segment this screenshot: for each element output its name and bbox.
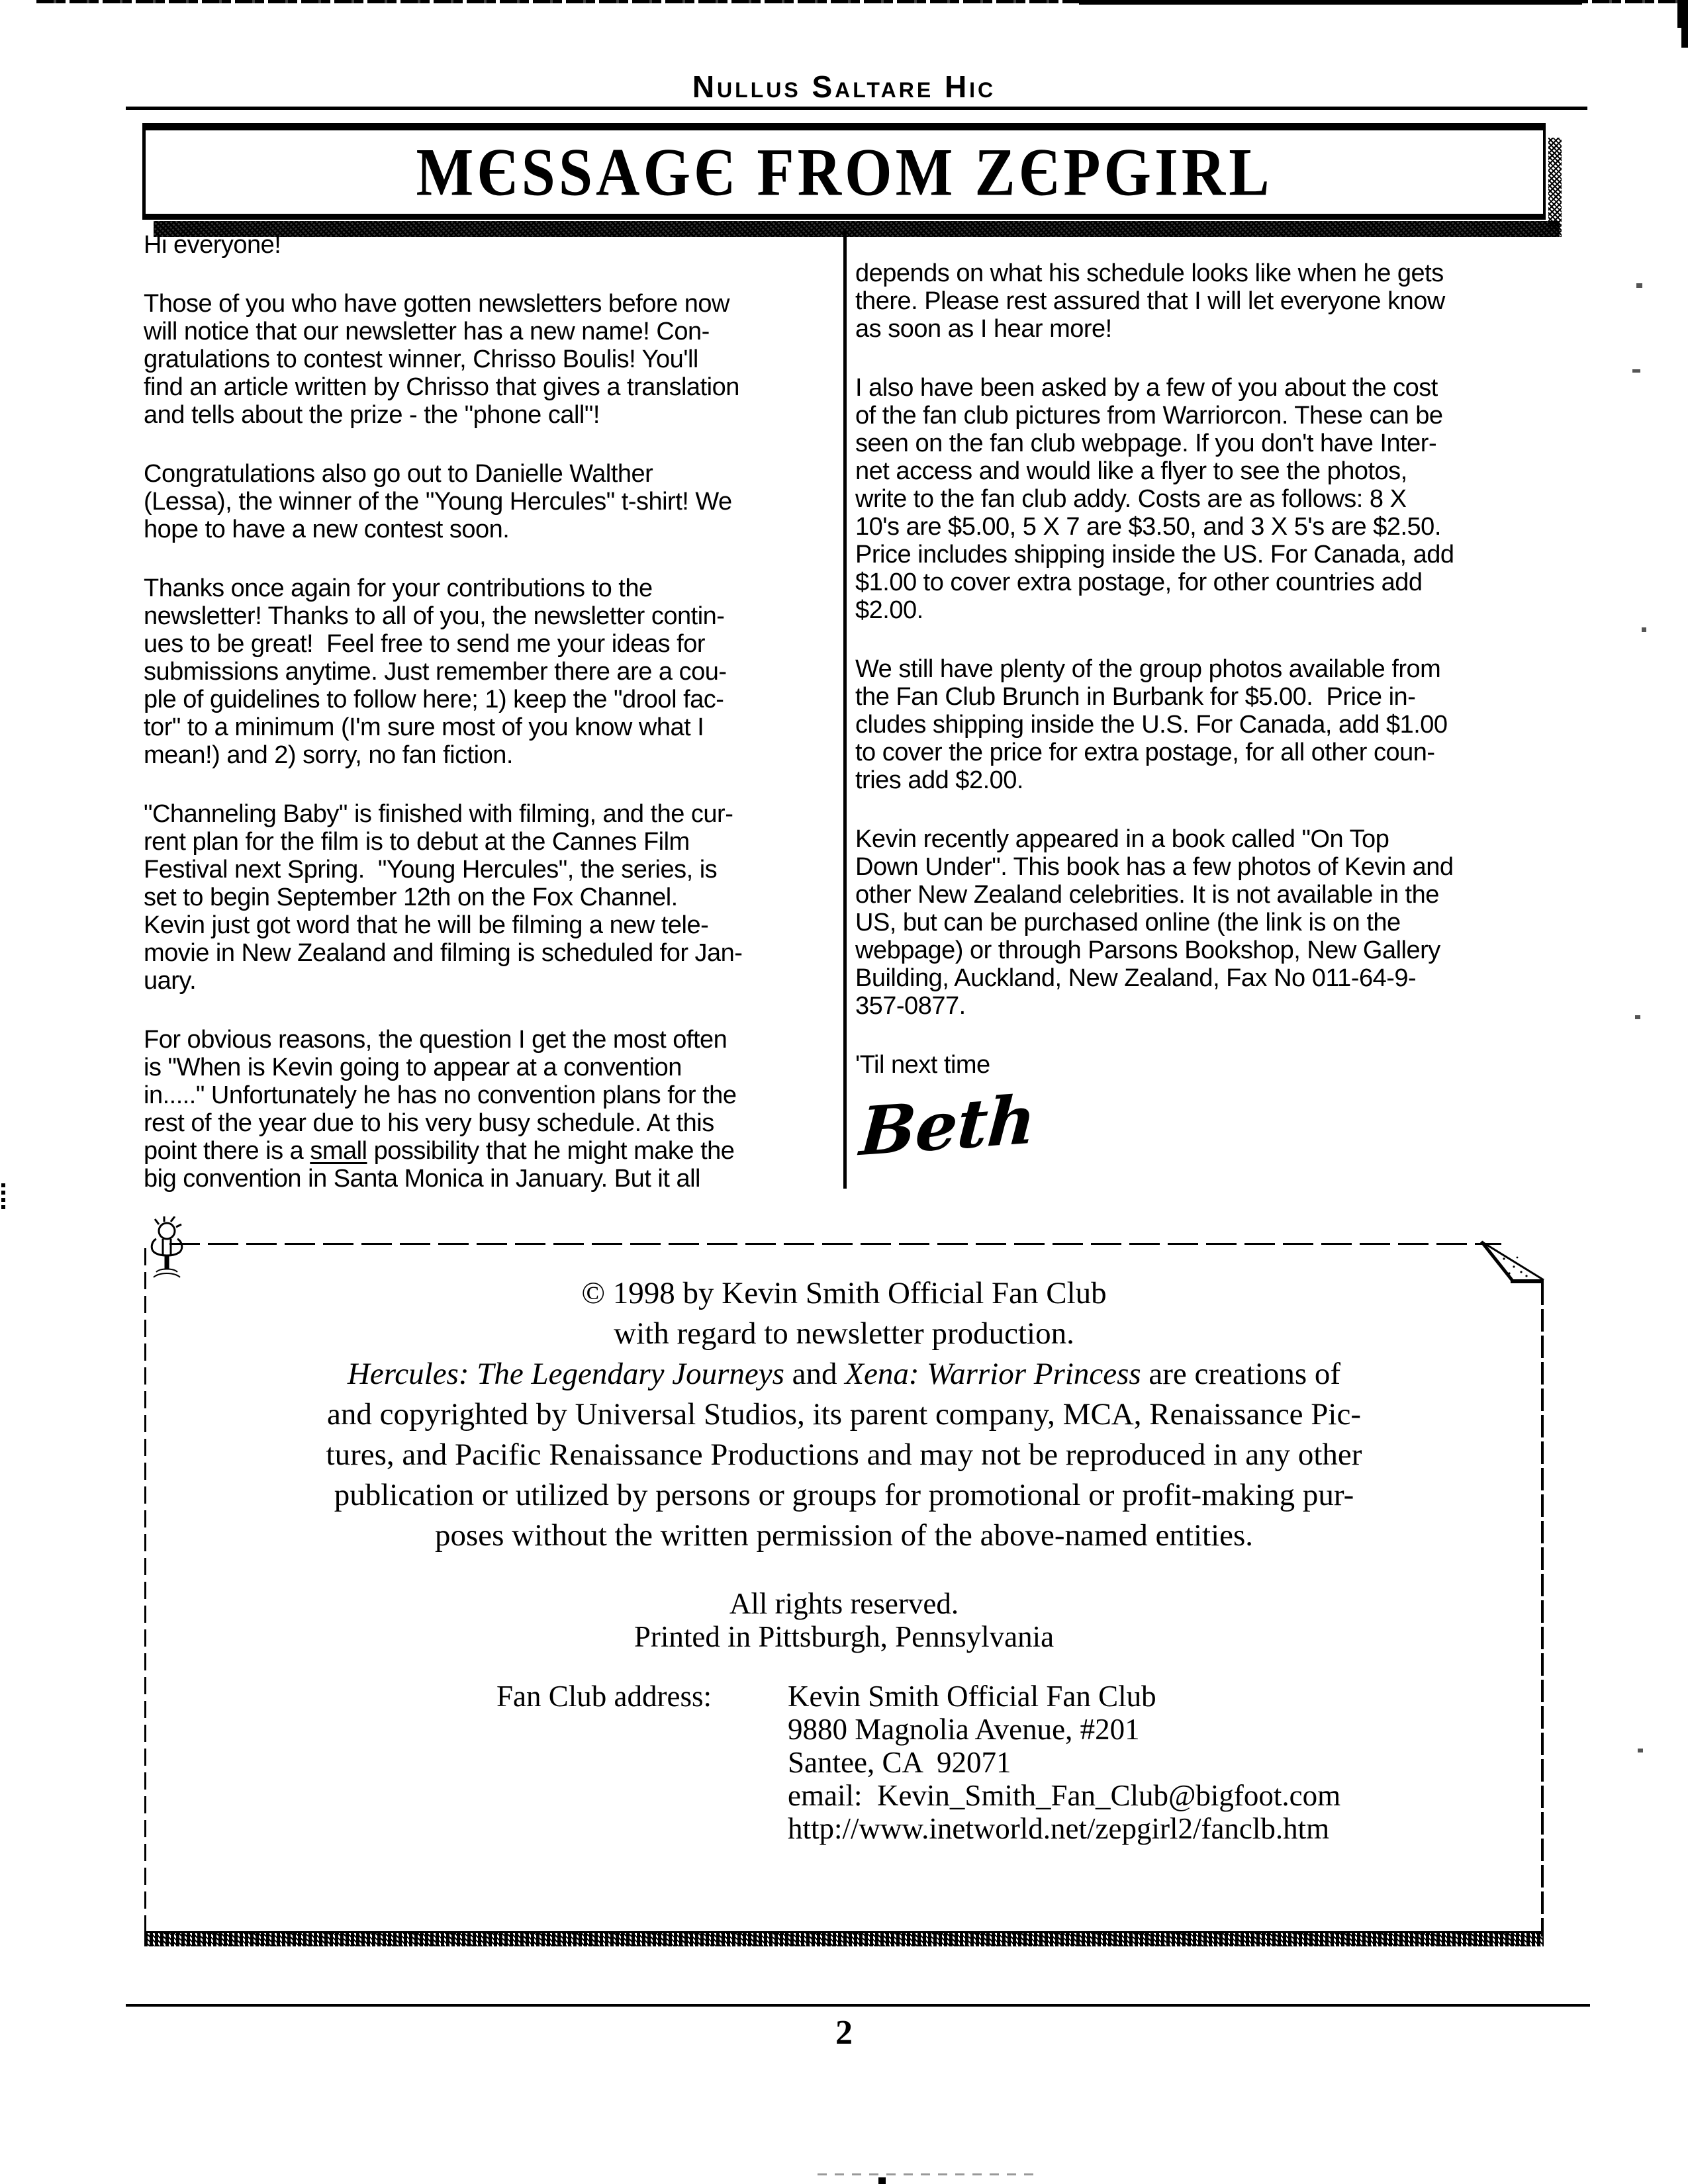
page-number: 2	[835, 2014, 853, 2052]
scan-corner-artifact	[1681, 28, 1688, 48]
paragraph: Congratulations also go out to Danielle Walther (Lessa), the winner of the "Young Hercules" t-shirt! We hope to have a new contest soon.	[144, 460, 732, 543]
scan-margin-artifact	[1, 1183, 5, 1210]
paragraph: depends on what his schedule looks like when he gets there. Please rest assured that I will let everyone know as soon as I hear more!	[855, 259, 1445, 343]
paragraph: 'Til next time	[855, 1051, 990, 1079]
paragraph: Those of you who have gotten newsletters before now will notice that our newsletter has a new name! Con- gratulations to contest winner, Chrisso Boulis! You'll find an article written by Chrisso that gives a translation and tells about the prize - the "phone call"!	[144, 290, 739, 429]
copyright-text	[144, 1273, 1544, 1556]
header-box	[142, 123, 1546, 220]
page-title: MЄSSAGЄ FROM ZЄPGIRL	[416, 134, 1273, 210]
paragraph: publication or utilized by persons or groups for promotional or profit-making pur-	[334, 1478, 1354, 1512]
paragraph: I also have been asked by a few of you about the cost of the fan club pictures from Warriorcon. These can be seen on the fan club webpage. If you don't have Inter- net access and would like a flyer to see the photos, write to the fan club addy. Costs are as follows: 8 X 10's are $5.00, 5 X 7 are $3.50, and 3 X 5's are $2.50. Price includes shipping inside the US. For Canada, add $1.00 to cover extra postage, for other countries add $2.00.	[855, 374, 1454, 624]
paragraph: All rights reserved.	[729, 1587, 959, 1620]
paragraph: We still have plenty of the group photos available from the Fan Club Brunch in Burbank for $5.00. Price in- cludes shipping inside the U.S. For Canada, add $1.00 to cover the price for extra postage, for all other coun- tries add $2.00.	[855, 655, 1448, 794]
copyright-box-top-border	[169, 1243, 1501, 1245]
column-divider	[843, 230, 847, 1189]
paragraph: tures, and Pacific Renaissance Productions and may not be reproduced in any other	[326, 1437, 1362, 1472]
column-left	[144, 231, 836, 1224]
paragraph: http://www.inetworld.net/zepgirl2/fanclb.htm	[788, 1812, 1330, 1845]
paragraph: email: Kevin_Smith_Fan_Club@bigfoot.com	[788, 1779, 1341, 1812]
fan-club-address	[496, 1680, 1340, 1845]
scan-speck	[1635, 1015, 1640, 1019]
address-label: Fan Club address:	[496, 1680, 712, 1713]
scan-speck	[818, 2173, 1036, 2175]
paragraph: Kevin Smith Official Fan Club	[788, 1680, 1156, 1713]
paragraph: Hi everyone!	[144, 231, 281, 259]
scan-corner-artifact	[1677, 0, 1688, 28]
paragraph: Thanks once again for your contributions to the newsletter! Thanks to all of you, the newsletter contin- ues to be great! Feel free to send me your ideas for submissions anytime. Just remember there are a cou- ple of guidelines to follow here; 1) keep the "drool fac- tor" to a minimum (I'm sure most of you know what I mean!) and 2) sorry, no fan fiction.	[144, 574, 727, 769]
scan-speck	[878, 2177, 886, 2184]
scan-speck	[1632, 369, 1640, 373]
paragraph: Printed in Pittsburgh, Pennsylvania	[633, 1620, 1055, 1653]
masthead-rule	[126, 107, 1587, 110]
address-lines	[788, 1680, 1340, 1845]
header-box-shadow-right	[1548, 138, 1562, 237]
paragraph: and copyrighted by Universal Studios, its parent company, MCA, Renaissance Pic-	[326, 1397, 1361, 1432]
scan-speck	[1638, 1749, 1643, 1752]
paragraph: Santee, CA 92071	[788, 1746, 1011, 1779]
footer-rule	[126, 2004, 1590, 2007]
paragraph: Kevin recently appeared in a book called "On Top Down Under". This book has a few photos of Kevin and other New Zealand celebrities. It is not available in the US, but can be purchased online (the link is on the webpage) or through Parsons Bookshop, New Gallery Building, Auckland, New Zealand, Fax No 011-64-9- 357-0877.	[855, 825, 1454, 1020]
masthead-motto: Nullus Saltare Hic	[692, 69, 996, 104]
rights-text	[144, 1587, 1544, 1653]
scan-speck	[1642, 627, 1646, 632]
copyright-box	[144, 1243, 1544, 1944]
scan-edge-artifact	[1079, 0, 1582, 5]
column-right-text	[855, 259, 1544, 1079]
signature: Beth	[857, 1079, 1039, 1171]
paragraph: For obvious reasons, the question I get the most often is "When is Kevin going to appear at a convention in....." Unfortunately he has no convention plans for the rest of the year due to his very busy schedule. At this point there is a small possibility that he might make the big convention in Santa Monica in January. But it all	[144, 1026, 737, 1193]
paragraph: with regard to newsletter production.	[614, 1316, 1074, 1351]
paragraph: Hercules: The Legendary Journeys and Xena: Warrior Princess are creations of	[347, 1357, 1341, 1391]
paragraph: 9880 Magnolia Avenue, #201	[788, 1713, 1140, 1746]
column-right	[855, 259, 1544, 1171]
paragraph: © 1998 by Kevin Smith Official Fan Club	[581, 1276, 1107, 1310]
paragraph: poses without the written permission of the above-named entities.	[434, 1518, 1254, 1553]
paragraph: "Channeling Baby" is finished with filming, and the cur- rent plan for the film is to debut at the Cannes Film Festival next Spring. "Young Hercules", the series, is set to begin September 12th on the Fox Channel. Kevin just got word that he will be filming a new tele- movie in New Zealand and filming is scheduled for Jan- uary.	[144, 800, 743, 995]
copyright-box-bottom-border	[144, 1931, 1544, 1946]
scan-speck	[1636, 283, 1642, 288]
